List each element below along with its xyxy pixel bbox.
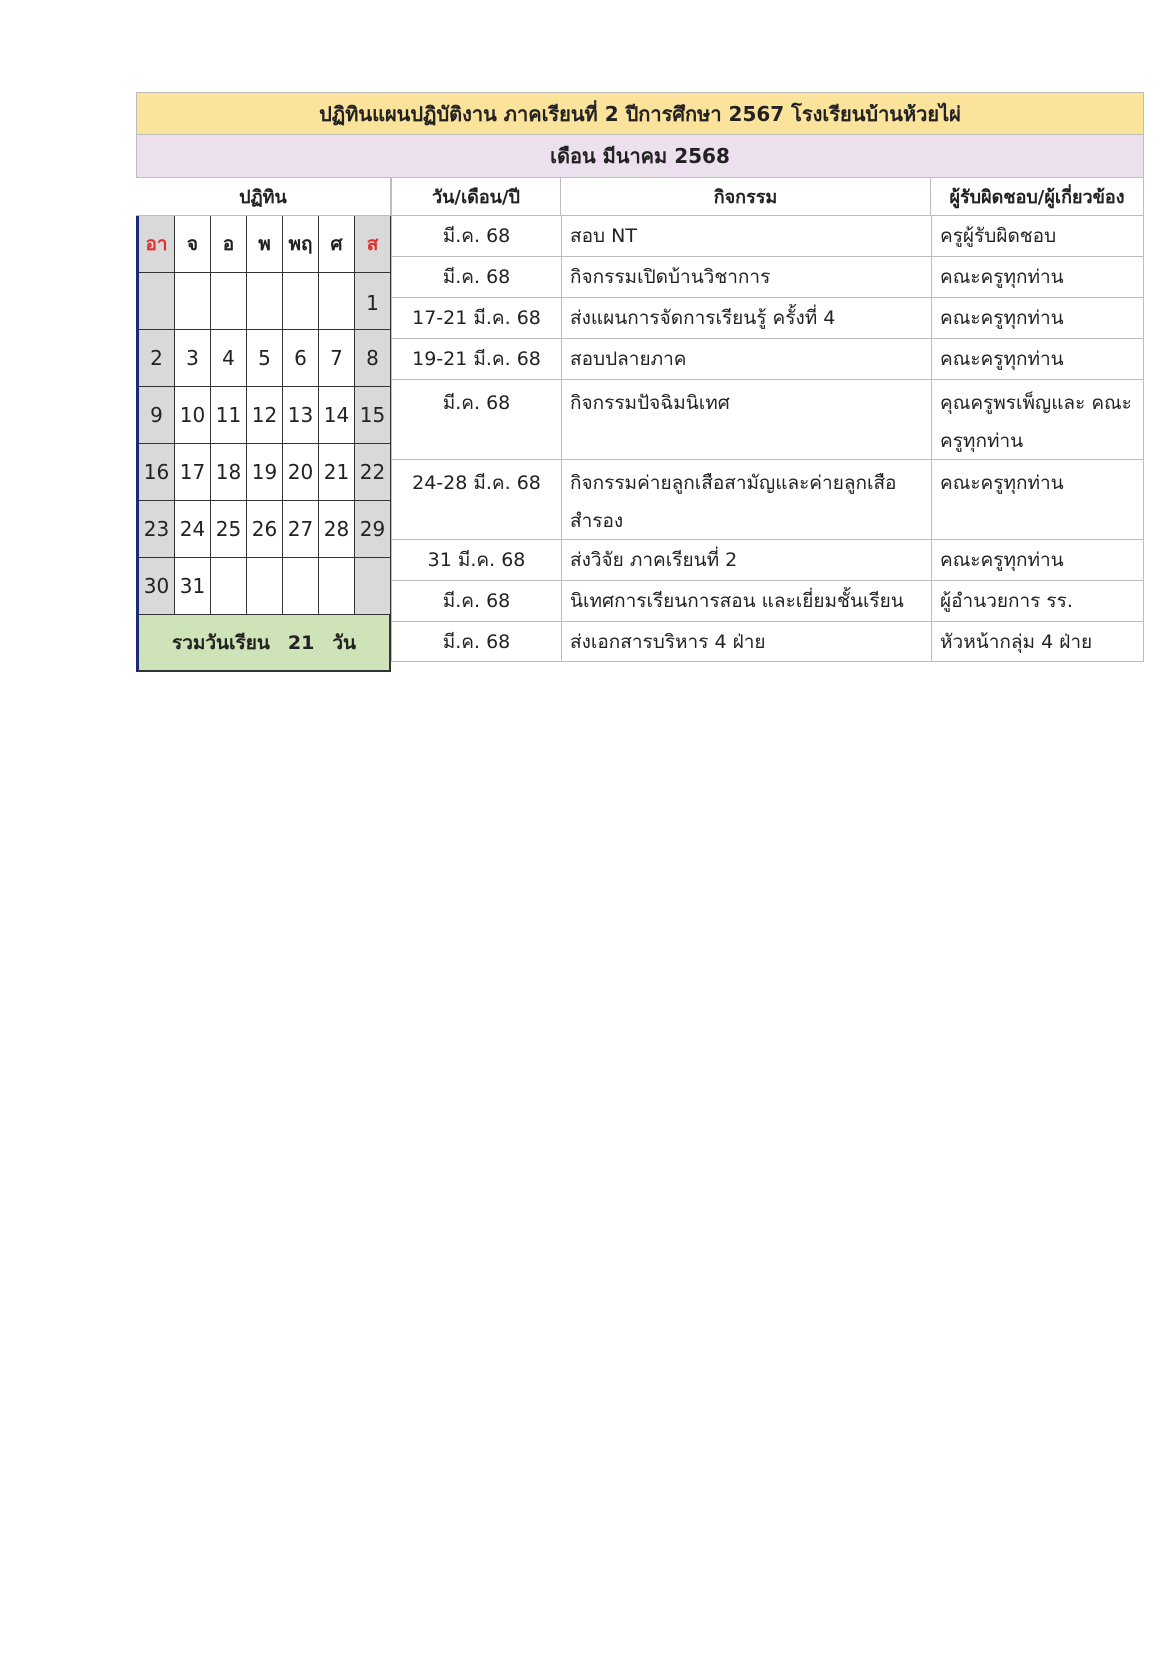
activity-date: 24-28 มี.ค. 68: [391, 460, 561, 539]
summary-label: รวมวันเรียน: [171, 631, 270, 654]
activity-name: นิเทศการเรียนการสอน และเยี่ยมชั้นเรียน: [561, 581, 931, 621]
calendar-empty-cell: [139, 273, 175, 330]
calendar-day: 16: [139, 444, 175, 501]
school-days-summary: [136, 615, 391, 672]
calendar-day: 14: [319, 387, 355, 444]
activity-name: สอบ NT: [561, 216, 931, 256]
activity-responsible: คณะครูทุกท่าน: [931, 339, 1144, 379]
calendar-day: 28: [319, 501, 355, 558]
calendar-grid: [136, 216, 391, 615]
calendar-day: 24: [175, 501, 211, 558]
calendar-day: 15: [355, 387, 391, 444]
activity-responsible: คณะครูทุกท่าน: [931, 298, 1144, 338]
day-name-header: พฤ: [283, 216, 319, 273]
header-calendar: ปฏิทิน: [136, 178, 391, 216]
calendar-day: 29: [355, 501, 391, 558]
activity-name: กิจกรรมเปิดบ้านวิชาการ: [561, 257, 931, 297]
calendar-day: 10: [175, 387, 211, 444]
calendar-day: 4: [211, 330, 247, 387]
calendar-day: 7: [319, 330, 355, 387]
calendar-day: 30: [139, 558, 175, 615]
calendar-day: 18: [211, 444, 247, 501]
sheet-title: ปฏิทินแผนปฏิบัติงาน ภาคเรียนที่ 2 ปีการศึกษา 2567 โรงเรียนบ้านห้วยไผ่: [136, 92, 1144, 135]
calendar-empty-cell: [211, 273, 247, 330]
calendar-empty-cell: [283, 558, 319, 615]
activity-row: [391, 339, 1144, 380]
day-name-header: ศ: [319, 216, 355, 273]
activity-row: [391, 298, 1144, 339]
activity-name: กิจกรรมค่ายลูกเสือสามัญและค่ายลูกเสือ สำรอง: [561, 460, 931, 539]
activity-name: ส่งเอกสารบริหาร 4 ฝ่าย: [561, 622, 931, 661]
calendar-day: 1: [355, 273, 391, 330]
activity-name: สอบปลายภาค: [561, 339, 931, 379]
calendar-day: 5: [247, 330, 283, 387]
calendar-empty-cell: [319, 558, 355, 615]
activity-date: มี.ค. 68: [391, 622, 561, 661]
activity-name: ส่งวิจัย ภาคเรียนที่ 2: [561, 540, 931, 580]
calendar-day: 27: [283, 501, 319, 558]
activity-date: มี.ค. 68: [391, 581, 561, 621]
sheet-body: [136, 178, 1144, 687]
calendar-day: 8: [355, 330, 391, 387]
activity-responsible: คณะครูทุกท่าน: [931, 540, 1144, 580]
mini-calendar: [136, 216, 391, 672]
calendar-day: 23: [139, 501, 175, 558]
activity-responsible: ครูผู้รับผิดชอบ: [931, 216, 1144, 256]
calendar-day: 17: [175, 444, 211, 501]
header-date: วัน/เดือน/ปี: [391, 178, 561, 216]
activity-date: มี.ค. 68: [391, 380, 561, 459]
activity-table: [391, 216, 1144, 662]
activity-responsible: คณะครูทุกท่าน: [931, 257, 1144, 297]
calendar-day: 13: [283, 387, 319, 444]
activity-row: [391, 622, 1144, 662]
calendar-empty-cell: [319, 273, 355, 330]
calendar-sheet: [136, 92, 1144, 687]
calendar-day: 26: [247, 501, 283, 558]
header-activity: กิจกรรม: [561, 178, 931, 216]
day-name-header: อา: [139, 216, 175, 273]
calendar-empty-cell: [211, 558, 247, 615]
activity-responsible: ผู้อำนวยการ รร.: [931, 581, 1144, 621]
calendar-day: 11: [211, 387, 247, 444]
summary-unit: วัน: [332, 631, 356, 654]
calendar-day: 2: [139, 330, 175, 387]
activity-row: [391, 216, 1144, 257]
calendar-day: 19: [247, 444, 283, 501]
header-responsible: ผู้รับผิดชอบ/ผู้เกี่ยวข้อง: [931, 178, 1144, 216]
activity-responsible: หัวหน้ากลุ่ม 4 ฝ่าย: [931, 622, 1144, 661]
calendar-day: 22: [355, 444, 391, 501]
activity-responsible: คณะครูทุกท่าน: [931, 460, 1144, 539]
activity-row: [391, 460, 1144, 540]
calendar-day: 21: [319, 444, 355, 501]
activity-row: [391, 380, 1144, 460]
calendar-day: 25: [211, 501, 247, 558]
summary-count: 21: [287, 631, 315, 654]
day-name-header: อ: [211, 216, 247, 273]
calendar-empty-cell: [247, 558, 283, 615]
day-name-header: ส: [355, 216, 391, 273]
month-title: เดือน มีนาคม 2568: [136, 135, 1144, 178]
activity-date: 19-21 มี.ค. 68: [391, 339, 561, 379]
activity-responsible: คุณครูพรเพ็ญและ คณะครูทุกท่าน: [931, 380, 1144, 459]
day-name-header: พ: [247, 216, 283, 273]
activity-row: [391, 540, 1144, 581]
activity-row: [391, 257, 1144, 298]
calendar-day: 9: [139, 387, 175, 444]
activity-date: มี.ค. 68: [391, 257, 561, 297]
calendar-empty-cell: [283, 273, 319, 330]
activity-row: [391, 581, 1144, 622]
calendar-empty-cell: [247, 273, 283, 330]
calendar-day: 6: [283, 330, 319, 387]
calendar-day: 31: [175, 558, 211, 615]
activity-name: กิจกรรมปัจฉิมนิเทศ: [561, 380, 931, 459]
activity-date: 17-21 มี.ค. 68: [391, 298, 561, 338]
activity-name: ส่งแผนการจัดการเรียนรู้ ครั้งที่ 4: [561, 298, 931, 338]
activity-date: มี.ค. 68: [391, 216, 561, 256]
activity-date: 31 มี.ค. 68: [391, 540, 561, 580]
calendar-empty-cell: [175, 273, 211, 330]
calendar-empty-cell: [355, 558, 391, 615]
day-name-header: จ: [175, 216, 211, 273]
calendar-day: 20: [283, 444, 319, 501]
calendar-day: 12: [247, 387, 283, 444]
calendar-day: 3: [175, 330, 211, 387]
